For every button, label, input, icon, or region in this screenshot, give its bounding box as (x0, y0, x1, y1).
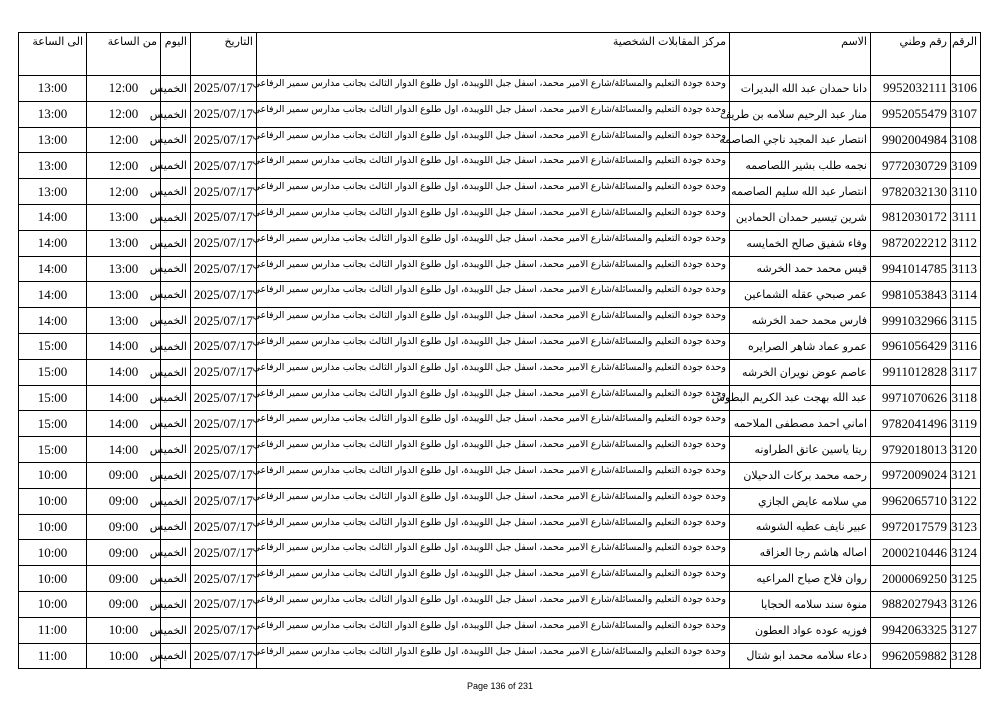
interview-center-cell: وحدة جودة التعليم والمسائلة/شارع الامير محمد، اسفل جبل اللويبدة، اول طلوع الدوار الثالث بجانب مدارس سمير الرفاعي (257, 127, 730, 153)
row-number: 3113 (951, 256, 981, 282)
header-from-time: من الساعة (87, 33, 161, 76)
name-cell: اصاله هاشم رجا العزاقه (730, 540, 871, 566)
row-number: 3106 (951, 76, 981, 102)
interview-center-cell: وحدة جودة التعليم والمسائلة/شارع الامير محمد، اسفل جبل اللويبدة، اول طلوع الدوار الثالث بجانب مدارس سمير الرفاعي (257, 204, 730, 230)
national-id-cell: 9952055479 (871, 101, 951, 127)
day-cell: الخميس (161, 359, 191, 385)
name-cell: مي سلامه عايض الجازي (730, 488, 871, 514)
name-cell: فارس محمد حمد الخرشه (730, 308, 871, 334)
to-time-cell: 15:00 (19, 385, 87, 411)
interview-center-cell: وحدة جودة التعليم والمسائلة/شارع الامير محمد، اسفل جبل اللويبدة، اول طلوع الدوار الثالث بجانب مدارس سمير الرفاعي (257, 153, 730, 179)
table-row (19, 359, 981, 385)
to-time-cell: 13:00 (19, 76, 87, 102)
interview-center-cell: وحدة جودة التعليم والمسائلة/شارع الامير محمد، اسفل جبل اللويبدة، اول طلوع الدوار الثالث بجانب مدارس سمير الرفاعي (257, 437, 730, 463)
row-number: 3108 (951, 127, 981, 153)
row-number: 3117 (951, 359, 981, 385)
national-id-cell: 9772030729 (871, 153, 951, 179)
name-cell: عبير نايف عطيه الشوشه (730, 514, 871, 540)
to-time-cell: 10:00 (19, 462, 87, 488)
national-id-cell: 9971070626 (871, 385, 951, 411)
header-to-time: الى الساعة (19, 33, 87, 76)
from-time-cell: 10:00 (87, 643, 161, 669)
national-id-cell: 9911012828 (871, 359, 951, 385)
table-row (19, 179, 981, 205)
interview-center-cell: وحدة جودة التعليم والمسائلة/شارع الامير محمد، اسفل جبل اللويبدة، اول طلوع الدوار الثالث بجانب مدارس سمير الرفاعي (257, 179, 730, 205)
interview-center-cell: وحدة جودة التعليم والمسائلة/شارع الامير محمد، اسفل جبل اللويبدة، اول طلوع الدوار الثالث بجانب مدارس سمير الرفاعي (257, 230, 730, 256)
national-id-cell: 9882027943 (871, 591, 951, 617)
table-row (19, 462, 981, 488)
name-cell: وفاء شفيق صالح الخمايسه (730, 230, 871, 256)
day-cell: الخميس (161, 204, 191, 230)
to-time-cell: 15:00 (19, 411, 87, 437)
date-cell: 2025/07/17 (191, 308, 257, 334)
table-row (19, 230, 981, 256)
row-number: 3110 (951, 179, 981, 205)
date-cell: 2025/07/17 (191, 488, 257, 514)
national-id-cell: 9902004984 (871, 127, 951, 153)
from-time-cell: 10:00 (87, 617, 161, 643)
row-number: 3124 (951, 540, 981, 566)
row-number: 3122 (951, 488, 981, 514)
to-time-cell: 13:00 (19, 101, 87, 127)
from-time-cell: 14:00 (87, 333, 161, 359)
interview-center-cell: وحدة جودة التعليم والمسائلة/شارع الامير محمد، اسفل جبل اللويبدة، اول طلوع الدوار الثالث بجانب مدارس سمير الرفاعي (257, 643, 730, 669)
page-footer: Page 136 of 231 (466, 681, 534, 691)
to-time-cell: 10:00 (19, 591, 87, 617)
from-time-cell: 09:00 (87, 462, 161, 488)
date-cell: 2025/07/17 (191, 385, 257, 411)
to-time-cell: 11:00 (19, 643, 87, 669)
from-time-cell: 09:00 (87, 566, 161, 592)
date-cell: 2025/07/17 (191, 101, 257, 127)
interview-center-cell: وحدة جودة التعليم والمسائلة/شارع الامير محمد، اسفل جبل اللويبدة، اول طلوع الدوار الثالث بجانب مدارس سمير الرفاعي (257, 566, 730, 592)
name-cell: منوة سند سلامه الحجايا (730, 591, 871, 617)
from-time-cell: 09:00 (87, 488, 161, 514)
table-row (19, 566, 981, 592)
day-cell: الخميس (161, 282, 191, 308)
table-row (19, 204, 981, 230)
day-cell: الخميس (161, 514, 191, 540)
table-body (19, 76, 981, 669)
national-id-cell: 9961056429 (871, 333, 951, 359)
day-cell: الخميس (161, 308, 191, 334)
date-cell: 2025/07/17 (191, 256, 257, 282)
national-id-cell: 9991032966 (871, 308, 951, 334)
header-number: الرقم (951, 33, 981, 76)
table-row (19, 591, 981, 617)
row-number: 3125 (951, 566, 981, 592)
name-cell: ريتا ياسين عاتق الطراونه (730, 437, 871, 463)
row-number: 3121 (951, 462, 981, 488)
national-id-cell: 9981053843 (871, 282, 951, 308)
to-time-cell: 15:00 (19, 333, 87, 359)
interview-center-cell: وحدة جودة التعليم والمسائلة/شارع الامير محمد، اسفل جبل اللويبدة، اول طلوع الدوار الثالث بجانب مدارس سمير الرفاعي (257, 101, 730, 127)
to-time-cell: 13:00 (19, 179, 87, 205)
national-id-cell: 9972017579 (871, 514, 951, 540)
day-cell: الخميس (161, 230, 191, 256)
to-time-cell: 10:00 (19, 540, 87, 566)
row-number: 3114 (951, 282, 981, 308)
national-id-cell: 9941014785 (871, 256, 951, 282)
table-row (19, 617, 981, 643)
name-cell: عمرو عماد شاهر الصرايره (730, 333, 871, 359)
table-row (19, 540, 981, 566)
from-time-cell: 09:00 (87, 591, 161, 617)
national-id-cell: 2000210446 (871, 540, 951, 566)
national-id-cell: 2000069250 (871, 566, 951, 592)
table-row (19, 488, 981, 514)
from-time-cell: 14:00 (87, 359, 161, 385)
from-time-cell: 13:00 (87, 230, 161, 256)
date-cell: 2025/07/17 (191, 230, 257, 256)
header-day: اليوم (161, 33, 191, 76)
row-number: 3107 (951, 101, 981, 127)
from-time-cell: 12:00 (87, 127, 161, 153)
name-cell: منار عبد الرحيم سلامه بن طريف (730, 101, 871, 127)
national-id-cell: 9782041496 (871, 411, 951, 437)
table-row (19, 101, 981, 127)
table-row (19, 127, 981, 153)
national-id-cell: 9792018013 (871, 437, 951, 463)
from-time-cell: 09:00 (87, 540, 161, 566)
day-cell: الخميس (161, 256, 191, 282)
table-row (19, 643, 981, 669)
table-row (19, 76, 981, 102)
header-row (19, 33, 981, 76)
interview-center-cell: وحدة جودة التعليم والمسائلة/شارع الامير محمد، اسفل جبل اللويبدة، اول طلوع الدوار الثالث بجانب مدارس سمير الرفاعي (257, 617, 730, 643)
row-number: 3120 (951, 437, 981, 463)
table-row (19, 385, 981, 411)
name-cell: روان فلاح صياح المراعيه (730, 566, 871, 592)
row-number: 3119 (951, 411, 981, 437)
interview-center-cell: وحدة جودة التعليم والمسائلة/شارع الامير محمد، اسفل جبل اللويبدة، اول طلوع الدوار الثالث بجانب مدارس سمير الرفاعي (257, 411, 730, 437)
day-cell: الخميس (161, 437, 191, 463)
interview-center-cell: وحدة جودة التعليم والمسائلة/شارع الامير محمد، اسفل جبل اللويبدة، اول طلوع الدوار الثالث بجانب مدارس سمير الرفاعي (257, 308, 730, 334)
date-cell: 2025/07/17 (191, 540, 257, 566)
national-id-cell: 9962059882 (871, 643, 951, 669)
day-cell: الخميس (161, 101, 191, 127)
name-cell: انتصار عبد المجيد ناجي الصاصمه (730, 127, 871, 153)
to-time-cell: 10:00 (19, 514, 87, 540)
name-cell: انتصار عبد الله سليم الصاصمه (730, 179, 871, 205)
name-cell: اماني احمد مصطفى الملاحمه (730, 411, 871, 437)
to-time-cell: 15:00 (19, 437, 87, 463)
header-name: الاسم (730, 33, 871, 76)
date-cell: 2025/07/17 (191, 566, 257, 592)
to-time-cell: 13:00 (19, 153, 87, 179)
day-cell: الخميس (161, 540, 191, 566)
to-time-cell: 14:00 (19, 282, 87, 308)
interview-center-cell: وحدة جودة التعليم والمسائلة/شارع الامير محمد، اسفل جبل اللويبدة، اول طلوع الدوار الثالث بجانب مدارس سمير الرفاعي (257, 462, 730, 488)
from-time-cell: 12:00 (87, 153, 161, 179)
name-cell: شرين تيسير حمدان الحمادين (730, 204, 871, 230)
date-cell: 2025/07/17 (191, 514, 257, 540)
day-cell: الخميس (161, 488, 191, 514)
national-id-cell: 9972009024 (871, 462, 951, 488)
interview-center-cell: وحدة جودة التعليم والمسائلة/شارع الامير محمد، اسفل جبل اللويبدة، اول طلوع الدوار الثالث بجانب مدارس سمير الرفاعي (257, 540, 730, 566)
to-time-cell: 13:00 (19, 127, 87, 153)
table-row (19, 153, 981, 179)
date-cell: 2025/07/17 (191, 204, 257, 230)
from-time-cell: 12:00 (87, 101, 161, 127)
row-number: 3127 (951, 617, 981, 643)
from-time-cell: 13:00 (87, 204, 161, 230)
interview-center-cell: وحدة جودة التعليم والمسائلة/شارع الامير محمد، اسفل جبل اللويبدة، اول طلوع الدوار الثالث بجانب مدارس سمير الرفاعي (257, 488, 730, 514)
to-time-cell: 14:00 (19, 230, 87, 256)
from-time-cell: 14:00 (87, 437, 161, 463)
day-cell: الخميس (161, 179, 191, 205)
name-cell: نجمه طلب بشير اللصاصمه (730, 153, 871, 179)
date-cell: 2025/07/17 (191, 179, 257, 205)
row-number: 3116 (951, 333, 981, 359)
schedule-table (18, 32, 981, 669)
day-cell: الخميس (161, 643, 191, 669)
day-cell: الخميس (161, 591, 191, 617)
national-id-cell: 9962065710 (871, 488, 951, 514)
to-time-cell: 15:00 (19, 359, 87, 385)
from-time-cell: 12:00 (87, 76, 161, 102)
name-cell: فوزيه عوده عواد العطون (730, 617, 871, 643)
table-row (19, 256, 981, 282)
interview-center-cell: وحدة جودة التعليم والمسائلة/شارع الامير محمد، اسفل جبل اللويبدة، اول طلوع الدوار الثالث بجانب مدارس سمير الرفاعي (257, 282, 730, 308)
national-id-cell: 9782032130 (871, 179, 951, 205)
to-time-cell: 14:00 (19, 204, 87, 230)
day-cell: الخميس (161, 333, 191, 359)
date-cell: 2025/07/17 (191, 153, 257, 179)
table-row (19, 514, 981, 540)
from-time-cell: 13:00 (87, 282, 161, 308)
date-cell: 2025/07/17 (191, 643, 257, 669)
day-cell: الخميس (161, 127, 191, 153)
national-id-cell: 9952032111 (871, 76, 951, 102)
table-row (19, 333, 981, 359)
row-number: 3126 (951, 591, 981, 617)
date-cell: 2025/07/17 (191, 76, 257, 102)
header-date: التاريخ (191, 33, 257, 76)
from-time-cell: 09:00 (87, 514, 161, 540)
interview-center-cell: وحدة جودة التعليم والمسائلة/شارع الامير محمد، اسفل جبل اللويبدة، اول طلوع الدوار الثالث بجانب مدارس سمير الرفاعي (257, 359, 730, 385)
interview-center-cell: وحدة جودة التعليم والمسائلة/شارع الامير محمد، اسفل جبل اللويبدة، اول طلوع الدوار الثالث بجانب مدارس سمير الرفاعي (257, 256, 730, 282)
name-cell: عاصم عوض نويران الخرشه (730, 359, 871, 385)
day-cell: الخميس (161, 462, 191, 488)
day-cell: الخميس (161, 566, 191, 592)
table-row (19, 308, 981, 334)
national-id-cell: 9872022212 (871, 230, 951, 256)
from-time-cell: 13:00 (87, 256, 161, 282)
to-time-cell: 10:00 (19, 566, 87, 592)
to-time-cell: 14:00 (19, 256, 87, 282)
date-cell: 2025/07/17 (191, 591, 257, 617)
day-cell: الخميس (161, 411, 191, 437)
from-time-cell: 12:00 (87, 179, 161, 205)
from-time-cell: 14:00 (87, 411, 161, 437)
interview-center-cell: وحدة جودة التعليم والمسائلة/شارع الامير محمد، اسفل جبل اللويبدة، اول طلوع الدوار الثالث بجانب مدارس سمير الرفاعي (257, 76, 730, 102)
date-cell: 2025/07/17 (191, 333, 257, 359)
row-number: 3115 (951, 308, 981, 334)
header-national-id: رقم وطني (871, 33, 951, 76)
day-cell: الخميس (161, 76, 191, 102)
from-time-cell: 13:00 (87, 308, 161, 334)
day-cell: الخميس (161, 617, 191, 643)
row-number: 3111 (951, 204, 981, 230)
date-cell: 2025/07/17 (191, 462, 257, 488)
name-cell: عمر صبحي عقله الشماعين (730, 282, 871, 308)
to-time-cell: 10:00 (19, 488, 87, 514)
table-row (19, 437, 981, 463)
date-cell: 2025/07/17 (191, 282, 257, 308)
header-center: مركز المقابلات الشخصية (257, 33, 730, 76)
national-id-cell: 9942063325 (871, 617, 951, 643)
row-number: 3123 (951, 514, 981, 540)
table-row (19, 282, 981, 308)
name-cell: رحمه محمد بركات الدحيلان (730, 462, 871, 488)
to-time-cell: 14:00 (19, 308, 87, 334)
date-cell: 2025/07/17 (191, 359, 257, 385)
name-cell: دانا حمدان عبد الله البديرات (730, 76, 871, 102)
date-cell: 2025/07/17 (191, 617, 257, 643)
row-number: 3109 (951, 153, 981, 179)
name-cell: دعاء سلامه محمد ابو شتال (730, 643, 871, 669)
row-number: 3118 (951, 385, 981, 411)
row-number: 3112 (951, 230, 981, 256)
interview-center-cell: وحدة جودة التعليم والمسائلة/شارع الامير محمد، اسفل جبل اللويبدة، اول طلوع الدوار الثالث بجانب مدارس سمير الرفاعي (257, 333, 730, 359)
day-cell: الخميس (161, 153, 191, 179)
date-cell: 2025/07/17 (191, 411, 257, 437)
from-time-cell: 14:00 (87, 385, 161, 411)
date-cell: 2025/07/17 (191, 437, 257, 463)
interview-center-cell: وحدة جودة التعليم والمسائلة/شارع الامير محمد، اسفل جبل اللويبدة، اول طلوع الدوار الثالث بجانب مدارس سمير الرفاعي (257, 385, 730, 411)
interview-center-cell: وحدة جودة التعليم والمسائلة/شارع الامير محمد، اسفل جبل اللويبدة، اول طلوع الدوار الثالث بجانب مدارس سمير الرفاعي (257, 514, 730, 540)
national-id-cell: 9812030172 (871, 204, 951, 230)
name-cell: قيس محمد حمد الخرشه (730, 256, 871, 282)
name-cell: عبد الله بهجت عبد الكريم البطوش (730, 385, 871, 411)
date-cell: 2025/07/17 (191, 127, 257, 153)
table-row (19, 411, 981, 437)
to-time-cell: 11:00 (19, 617, 87, 643)
interview-center-cell: وحدة جودة التعليم والمسائلة/شارع الامير محمد، اسفل جبل اللويبدة، اول طلوع الدوار الثالث بجانب مدارس سمير الرفاعي (257, 591, 730, 617)
row-number: 3128 (951, 643, 981, 669)
day-cell: الخميس (161, 385, 191, 411)
